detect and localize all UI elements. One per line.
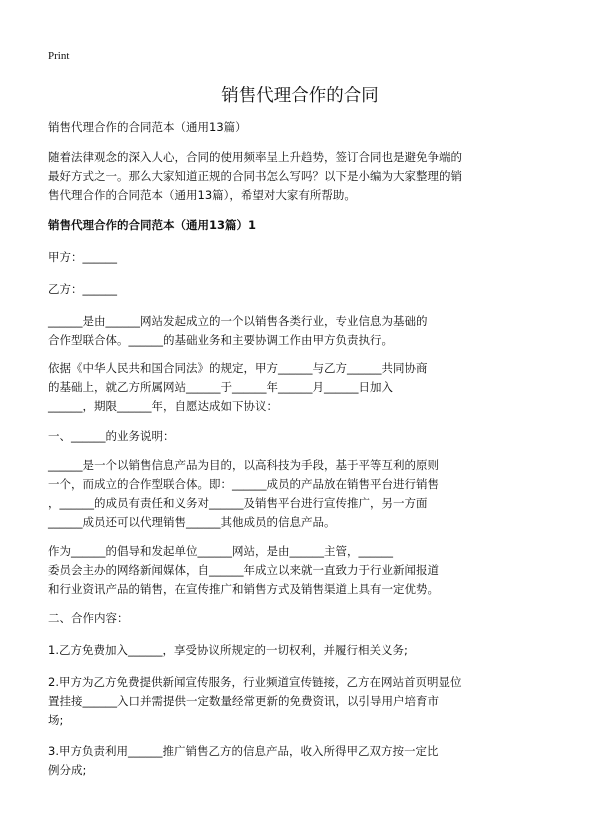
paragraph-line: ______是由______网站发起成立的一个以销售各类行业，专业信息为基础的 <box>48 314 428 328</box>
paragraph-line: 和行业资讯产品的销售，在宣传推广和销售方式及销售渠道上具有一定优势。 <box>48 582 439 596</box>
paragraph-line: ______是一个以销售信息产品为目的，以高科技为手段，基于平等互利的原则 <box>48 458 439 472</box>
paragraph-line: ______成员还可以代理销售______其他成员的信息产品。 <box>48 515 336 529</box>
list-item-line: 场; <box>48 713 64 727</box>
list-item-line: 2.甲方为乙方免费提供新闻宣传服务，行业频道宣传链接，乙方在网站首页明显位 <box>48 675 462 689</box>
paragraph-line: 委员会主办的网络新闻媒体，自______年成立以来就一直致力于行业新闻报道 <box>48 563 439 577</box>
paragraph-line: ______，期限______年，自愿达成如下协议： <box>48 399 278 413</box>
print-link[interactable]: Print <box>48 50 70 62</box>
list-item-line: 例分成; <box>48 763 87 777</box>
paragraph-line: 依据《中华人民共和国合同法》的规定，甲方______与乙方______共同协商 <box>48 361 428 375</box>
list-item-line: 3.甲方负责利用______推广销售乙方的信息产品，收入所得甲乙双方按一定比 <box>48 744 439 758</box>
section-two-heading: 二、合作内容： <box>48 611 129 625</box>
intro-paragraph-line: 售代理合作的合同范本（通用13篇），希望对大家有所帮助。 <box>48 188 356 202</box>
paragraph-line: 合作型联合体。______的基础业务和主要协调工作由甲方负责执行。 <box>48 333 393 347</box>
party-b-field: 乙方：______ <box>48 282 117 296</box>
document-title: 销售代理合作的合同 <box>221 86 379 106</box>
paragraph-line: 作为______的倡导和发起单位______网站，是由______主管，______ <box>48 544 393 558</box>
paragraph-line: 的基础上，就乙方所属网站______于______年______月______日加入 <box>48 380 393 394</box>
list-item-line: 1.乙方免费加入______，享受协议所规定的一切权利，并履行相关义务; <box>48 643 408 657</box>
section-one-heading: 一、______的业务说明： <box>48 429 175 443</box>
intro-paragraph-line: 随着法律观念的深入人心，合同的使用频率呈上升趋势，签订合同也是避免争端的 <box>48 150 462 164</box>
section-heading: 销售代理合作的合同范本（通用13篇）1 <box>48 218 257 232</box>
subtitle: 销售代理合作的合同范本（通用13篇） <box>48 120 247 134</box>
paragraph-line: ，______的成员有责任和义务对______及销售平台进行宣传推广，另一方面 <box>48 496 428 510</box>
list-item-line: 置挂接______入口并需提供一定数量经常更新的免费资讯，以引导用户培育市 <box>48 694 439 708</box>
intro-paragraph-line: 最好方式之一。那么大家知道正规的合同书怎么写吗？以下是小编为大家整理的销 <box>48 169 462 183</box>
party-a-field: 甲方：______ <box>48 250 117 264</box>
paragraph-line: 一个，而成立的合作型联合体。即：______成员的产品放在销售平台进行销售 <box>48 477 439 491</box>
